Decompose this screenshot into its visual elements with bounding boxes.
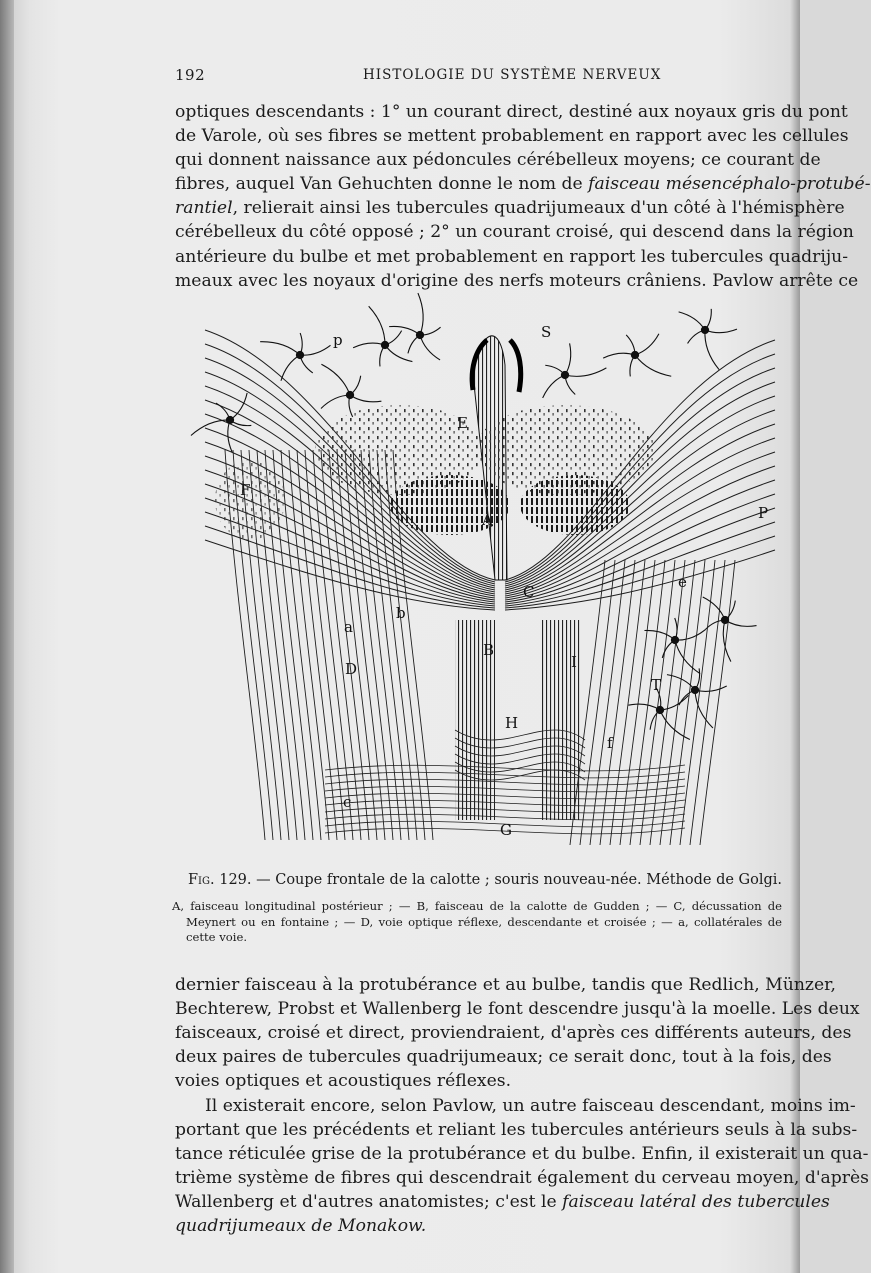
text-line: tance réticulée grise de la protubérance et du bulbe. Enfin, il existerait un qua- bbox=[175, 1144, 869, 1165]
fiber-line bbox=[690, 560, 725, 845]
neuron-dendrite bbox=[350, 395, 381, 402]
figure-label-E: E bbox=[457, 414, 468, 432]
page-header bbox=[175, 66, 765, 86]
fiber-line bbox=[305, 450, 345, 840]
text-line: dernier faisceau à la protubérance et au bulbe, tandis que Redlich, Münzer, bbox=[175, 975, 836, 995]
neuron-dendrite bbox=[705, 330, 719, 370]
text-line: faisceaux, croisé et direct, proviendraient, d'après ces différents auteurs, des bbox=[175, 1023, 852, 1044]
text-line bbox=[175, 1214, 785, 1238]
neuron-dendrite bbox=[565, 343, 571, 375]
fiber-line bbox=[325, 814, 685, 820]
text-segment: Wallenberg et d'autres anatomistes; c'est le bbox=[175, 1192, 557, 1213]
fiber-line bbox=[610, 560, 645, 845]
neuron-dendrite bbox=[703, 597, 725, 620]
paragraph-top bbox=[175, 100, 871, 293]
figure-illustration bbox=[205, 300, 775, 855]
fiber-line bbox=[325, 793, 685, 799]
page-number: 192 bbox=[175, 66, 206, 84]
bundle-A-right bbox=[520, 475, 630, 535]
nucleus-F bbox=[215, 460, 285, 540]
legend-line: cette voie. bbox=[186, 930, 248, 944]
fiber-line bbox=[325, 807, 685, 813]
neuron-dendrite bbox=[420, 335, 440, 360]
figure-label-B: B bbox=[483, 641, 495, 659]
figure-label-S: S bbox=[541, 323, 552, 341]
running-head: HISTOLOGIE DU SYSTÈME NERVEUX bbox=[363, 67, 662, 83]
text-line: deux paires de tubercules quadrijumeaux; ce serait donc, tout à la fois, des bbox=[175, 1047, 832, 1068]
neuron-dendrite bbox=[644, 630, 675, 640]
figure-label-C: C bbox=[523, 583, 535, 601]
neuron-dendrite bbox=[628, 704, 660, 710]
neuron-dendrite bbox=[260, 342, 300, 355]
neuron-dendrite bbox=[191, 420, 230, 436]
figure-label-T: T bbox=[651, 676, 662, 694]
paragraph-bottom bbox=[175, 1094, 870, 1239]
italic-term: faisceau latéral des tubercules bbox=[562, 1192, 830, 1213]
fiber-line bbox=[670, 560, 705, 845]
text-line: antérieure du bulbe et met probablement en rapport les tubercules quadriju- bbox=[175, 246, 849, 267]
text-line: Il existerait encore, selon Pavlow, un autre faisceau descendant, moins im- bbox=[205, 1096, 856, 1116]
text-line: optiques descendants : 1° un courant direct, destiné aux noyaux gris du pont bbox=[175, 102, 848, 122]
italic-term: faisceau mésencéphalo-protubé- bbox=[588, 174, 871, 195]
neuron-dendrite bbox=[565, 368, 606, 376]
figure-label-D: D bbox=[345, 660, 358, 678]
fiber-line bbox=[325, 786, 685, 792]
fiber-line bbox=[505, 536, 775, 608]
raphe-dark-fiber bbox=[510, 340, 521, 392]
fiber-line bbox=[620, 560, 655, 845]
caption-text: — Coupe frontale de la calotte ; souris nouveau-née. Méthode de Golgi. bbox=[251, 872, 783, 888]
neuron-dendrite bbox=[603, 353, 635, 358]
figure-label-P: P bbox=[758, 504, 769, 522]
fiber-line bbox=[289, 450, 329, 840]
golgi-section-figure bbox=[205, 300, 775, 855]
figure-label-A: A bbox=[482, 511, 493, 529]
figure-number: Fig. 129. bbox=[188, 872, 252, 888]
figure-legend bbox=[172, 899, 782, 946]
neuron-dendrite bbox=[353, 343, 385, 348]
neuron-dendrite bbox=[635, 355, 671, 376]
figure-label-H: H bbox=[505, 714, 519, 732]
fiber-line bbox=[281, 450, 321, 840]
neuron-dendrite bbox=[418, 293, 423, 335]
figure-label-a: a bbox=[344, 618, 353, 636]
text-line: qui donnent naissance aux pédoncules cérébelleux moyens; ce courant de bbox=[175, 150, 821, 171]
paragraph-middle bbox=[175, 973, 860, 1093]
figure-caption bbox=[188, 872, 783, 888]
figure-label-f: f bbox=[607, 734, 613, 752]
text-segment: , relierait ainsi les tubercules quadrijumeaux d'un côté à l'hémisphère bbox=[232, 198, 845, 219]
fiber-line bbox=[325, 765, 685, 771]
neuron-dendrite bbox=[321, 364, 350, 395]
neuron-dendrite bbox=[369, 306, 385, 345]
italic-term: rantiel bbox=[175, 198, 233, 219]
text-segment: fibres, auquel Van Gehuchten donne le nom de bbox=[175, 174, 583, 195]
neuron-dendrite bbox=[389, 326, 420, 335]
text-line: portant que les précédents et reliant les tubercules antérieurs seuls à la subs- bbox=[175, 1120, 858, 1141]
book-spine-shadow bbox=[0, 0, 14, 1273]
fiber-line bbox=[325, 800, 685, 806]
figure-label-c: c bbox=[343, 793, 352, 811]
legend-line: A, faisceau longitudinal postérieur ; — B, faisceau de la calotte de Gudden ; — C, décussation de bbox=[172, 899, 782, 913]
text-line: voies optiques et acoustiques réflexes. bbox=[175, 1071, 512, 1092]
bundle-B-right bbox=[540, 620, 580, 820]
fiber-line bbox=[630, 560, 665, 845]
fiber-line bbox=[600, 560, 635, 845]
neuron-dendrite bbox=[300, 345, 331, 355]
figure-label-I: I bbox=[571, 653, 577, 671]
text-line: meaux avec les noyaux d'origine des nerfs moteurs crâniens. Pavlow arrête ce bbox=[175, 270, 859, 291]
figure-label-G: G bbox=[500, 821, 512, 839]
neuron-dendrite bbox=[679, 312, 705, 330]
neuron-dendrite bbox=[543, 375, 565, 398]
figure-label-F: F bbox=[240, 481, 251, 499]
figure-label-b: b bbox=[396, 604, 406, 622]
text-line: de Varole, où ses fibres se mettent probablement en rapport avec les cellules bbox=[175, 126, 849, 147]
italic-term: quadrijumeaux de Monakow. bbox=[175, 1216, 427, 1237]
text-line bbox=[175, 1190, 830, 1214]
fiber-line bbox=[590, 560, 625, 845]
fiber-line bbox=[700, 560, 735, 845]
neuron-dendrite bbox=[675, 630, 705, 640]
neuron-dendrite bbox=[635, 334, 659, 355]
text-line: trième système de fibres qui descendrait également du cerveau moyen, d'après bbox=[175, 1168, 870, 1189]
neuron-dendrite bbox=[725, 620, 757, 626]
neuron-dendrite bbox=[321, 395, 350, 408]
fiber-line bbox=[580, 560, 615, 845]
neuron-dendrite bbox=[675, 640, 700, 674]
neuron-dendrite bbox=[705, 329, 737, 333]
figure-label-e: e bbox=[678, 573, 687, 591]
text-line bbox=[175, 172, 871, 196]
legend-line: Meynert ou en fontaine ; — D, voie optique réflexe, descendante et croisée ; — a, collatérales de bbox=[186, 914, 782, 929]
text-line: Bechterew, Probst et Wallenberg le font descendre jusqu'à la moelle. Les deux bbox=[175, 999, 860, 1020]
text-line bbox=[175, 196, 845, 220]
figure-label-p: p bbox=[333, 331, 343, 349]
neuron-dendrite bbox=[281, 355, 300, 381]
fiber-line bbox=[353, 450, 393, 840]
text-line: cérébelleux du côté opposé ; 2° un courant croisé, qui descend dans la région bbox=[175, 222, 854, 243]
